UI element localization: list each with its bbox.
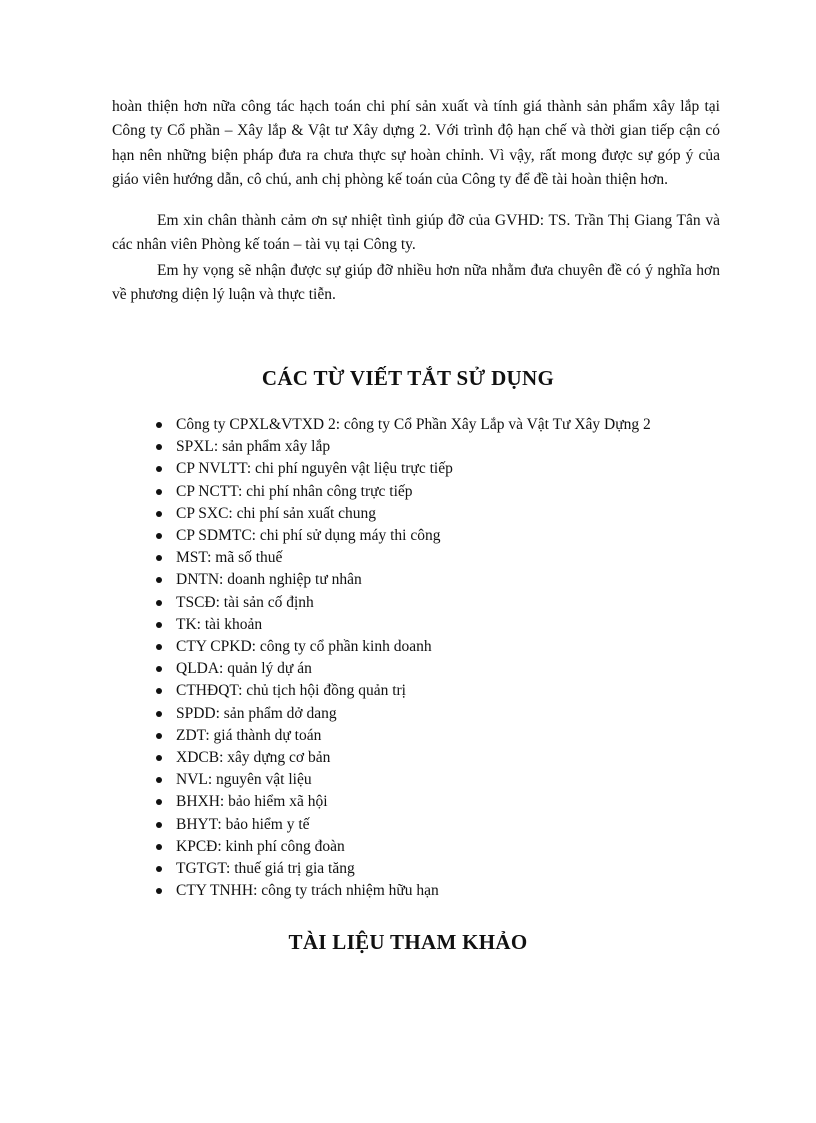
list-item — [153, 680, 713, 702]
bullet-icon — [156, 822, 162, 828]
bullet-icon — [156, 533, 162, 539]
list-item-text: Công ty CPXL&VTXD 2: công ty Cổ Phần Xây Lắp và Vật Tư Xây Dựng 2 — [176, 416, 651, 433]
list-item — [153, 791, 713, 813]
bullet-icon — [156, 755, 162, 761]
list-item — [153, 414, 713, 436]
bullet-icon — [156, 622, 162, 628]
bullet-icon — [156, 711, 162, 717]
list-item-text: SPXL: sản phẩm xây lắp — [176, 438, 331, 456]
list-item-text: CP SXC: chi phí sản xuất chung — [176, 504, 377, 522]
bullet-icon — [156, 444, 162, 450]
bullet-icon — [156, 799, 162, 805]
list-item — [153, 703, 713, 725]
list-item-text: BHXH: bảo hiểm xã hội — [176, 793, 328, 811]
bullet-icon — [156, 866, 162, 872]
list-item — [153, 880, 713, 902]
list-item — [153, 636, 713, 658]
list-item-text: CP NVLTT: chi phí nguyên vật liệu trực tiếp — [176, 460, 453, 478]
bullet-icon — [156, 666, 162, 672]
list-item-text: MST: mã số thuế — [176, 549, 283, 567]
list-item-text: CP SDMTC: chi phí sử dụng máy thi công — [176, 527, 441, 545]
list-item — [153, 814, 713, 836]
list-item-text: NVL: nguyên vật liệu — [176, 771, 312, 789]
list-item — [153, 592, 713, 614]
list-item — [153, 658, 713, 680]
list-item-text: SPDD: sản phẩm dở dang — [176, 704, 337, 722]
list-item-text: DNTN: doanh nghiệp tư nhân — [176, 571, 362, 589]
list-item — [153, 725, 713, 747]
paragraph-thanks: Em xin chân thành cảm ơn sự nhiệt tình giúp đỡ của GVHD: TS. Trần Thị Giang Tân và các nhân viên Phòng kế toán – tài vụ tại Công ty. — [112, 212, 720, 254]
list-item-text: BHYT: bảo hiểm y tế — [176, 815, 310, 833]
list-item — [153, 481, 713, 503]
list-item — [153, 747, 713, 769]
bullet-icon — [156, 644, 162, 650]
bullet-icon — [156, 466, 162, 472]
bullet-icon — [156, 489, 162, 495]
list-item — [153, 503, 713, 525]
abbreviations-list — [153, 414, 713, 902]
references-heading: TÀI LIỆU THAM KHẢO — [288, 930, 528, 954]
list-item-text: XDCB: xây dựng cơ bản — [176, 749, 331, 767]
list-item — [153, 547, 713, 569]
paragraph-hope: Em hy vọng sẽ nhận được sự giúp đỡ nhiều hơn nữa nhằm đưa chuyên đề có ý nghĩa hơn về phương diện lý luận và thực tiễn. — [112, 262, 720, 304]
bullet-icon — [156, 511, 162, 517]
list-item — [153, 458, 713, 480]
list-item — [153, 769, 713, 791]
list-item — [153, 836, 713, 858]
bullet-icon — [156, 733, 162, 739]
bullet-icon — [156, 688, 162, 694]
list-item-text: KPCĐ: kinh phí công đoàn — [176, 837, 345, 855]
list-item — [153, 436, 713, 458]
list-item-text: TSCĐ: tài sản cố định — [176, 593, 314, 611]
bullet-icon — [156, 422, 162, 428]
list-item-text: CTY CPKD: công ty cổ phần kinh doanh — [176, 638, 432, 656]
list-item — [153, 525, 713, 547]
list-item-text: ZDT: giá thành dự toán — [176, 726, 322, 744]
paragraph-conclusion: hoàn thiện hơn nữa công tác hạch toán chi phí sản xuất và tính giá thành sản phẩm xây lắp tại Công ty Cổ phần – Xây lắp & Vật tư Xây dựng 2. Với trình độ hạn chế và thời gian tiếp cận có hạn nên những biện pháp đưa ra chưa thực sự hoàn chỉnh. Vì vậy, rất mong được sự góp ý của giáo viên hướng dẫn, cô chú, anh chị phòng kế toán của Công ty để đề tài hoàn thiện hơn. — [112, 98, 720, 188]
list-item — [153, 858, 713, 880]
bullet-icon — [156, 555, 162, 561]
list-item-text: TGTGT: thuế giá trị gia tăng — [176, 860, 355, 878]
list-item-text: CTHĐQT: chủ tịch hội đồng quản trị — [176, 682, 406, 700]
bullet-icon — [156, 844, 162, 850]
list-item-text: QLDA: quản lý dự án — [176, 660, 312, 678]
bullet-icon — [156, 888, 162, 894]
list-item-text: CTY TNHH: công ty trách nhiệm hữu hạn — [176, 882, 439, 900]
bullet-icon — [156, 577, 162, 583]
bullet-icon — [156, 777, 162, 783]
list-item-text: CP NCTT: chi phí nhân công trực tiếp — [176, 482, 413, 500]
list-item — [153, 569, 713, 591]
list-item-text: TK: tài khoản — [176, 615, 263, 633]
abbreviations-heading: CÁC TỪ VIẾT TẮT SỬ DỤNG — [261, 366, 555, 390]
list-item — [153, 614, 713, 636]
bullet-icon — [156, 600, 162, 606]
